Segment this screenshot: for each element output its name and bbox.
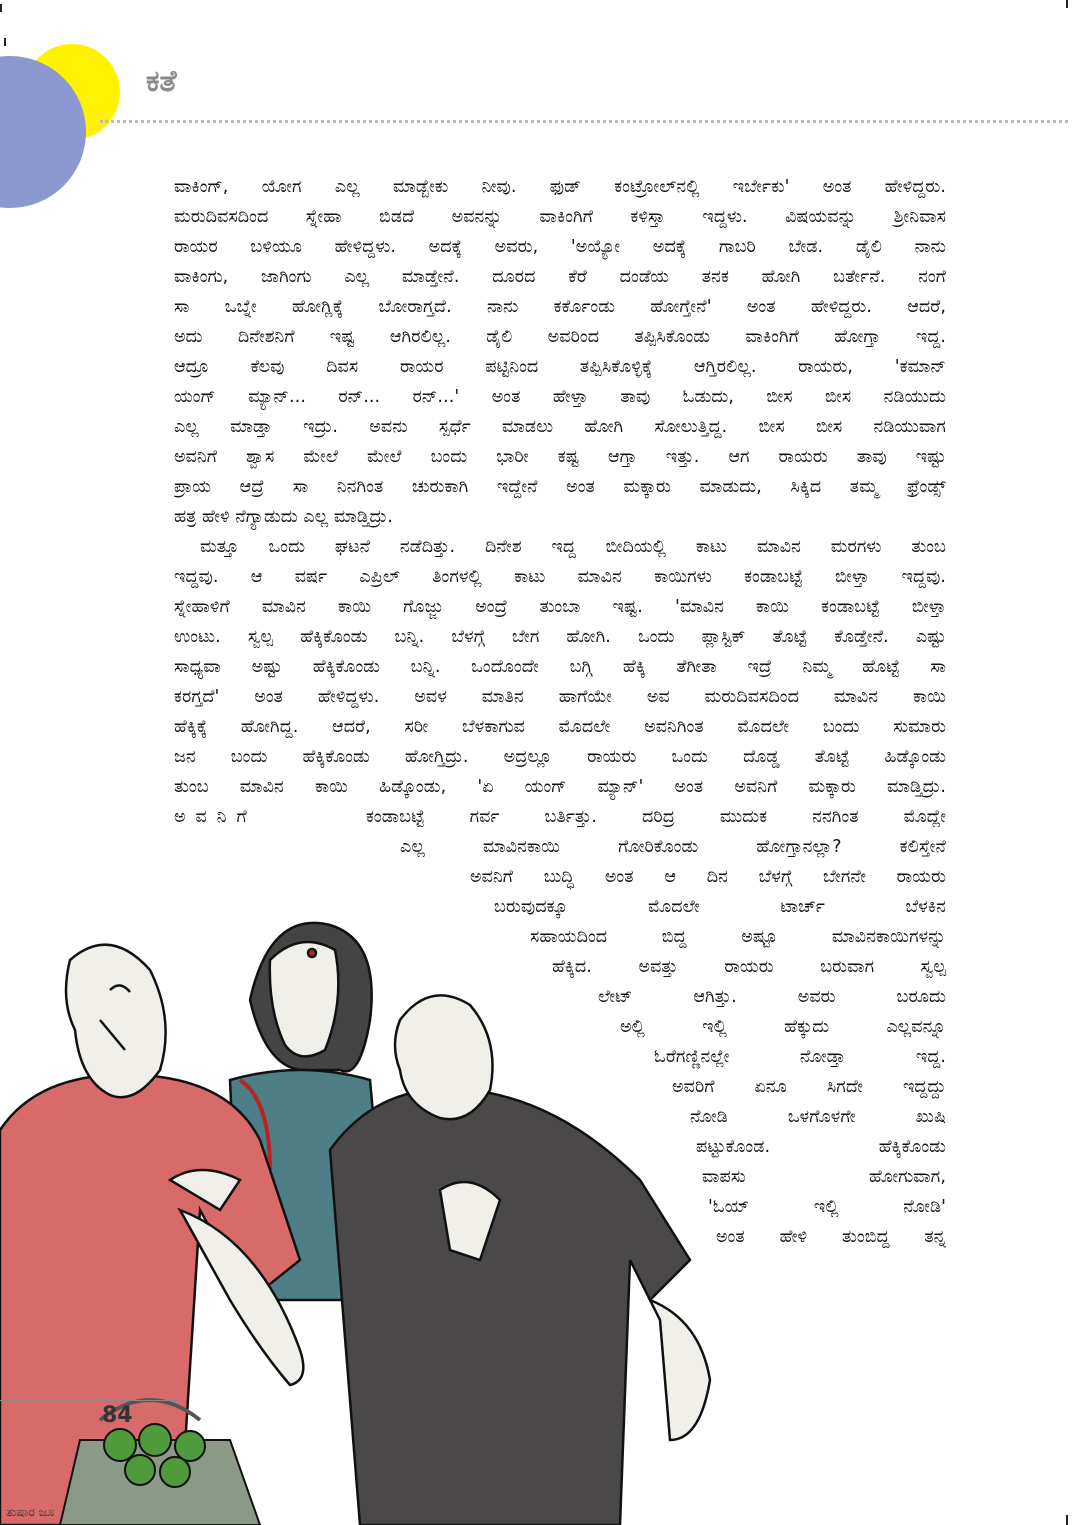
story-line: ಬರುವುದಕ್ಕೂ ಮೊದಲೇ ಟಾರ್ಚ್ ಬೆಳಕಿನ xyxy=(494,897,946,917)
story-line: ಅಂತ ಹೇಳಿ ತುಂಬಿದ್ದ ತನ್ನ xyxy=(716,1227,946,1247)
story-line: ಕಂಡಾಬಟ್ಟೆ ಗರ್ವ ಬರ್ತಿತ್ತು. ದರಿದ್ರ ಮುದುಕ ನನಗಿಂತ ಮೊದ್ಲೇ xyxy=(366,807,946,827)
story-line: ಹೆಕ್ಕಿಕ್ಕೆ ಹೋಗಿದ್ದ. ಆದರೆ, ಸರೀ ಬೆಳಕಾಗುವ ಮೊದಲೇ ಅವನಿಗಿಂತ ಮೊದಲೇ ಬಂದು ಸುಮಾರು xyxy=(174,717,946,737)
decorative-circles xyxy=(0,0,160,230)
story-line: ಕರಗ್ತದೆ' ಅಂತ ಹೇಳಿದ್ದಳು. ಅವಳ ಮಾತಿನ ಹಾಗೆಯೇ ಅವ ಮರುದಿವಸದಿಂದ ಮಾವಿನ ಕಾಯಿ xyxy=(174,687,946,707)
story-line: ರಾಯರ ಬಳಿಯೂ ಹೇಳಿದ್ದಳು. ಅದಕ್ಕೆ ಅವರು, 'ಅಯ್ಯೋ ಅದಕ್ಕೆ ಗಾಬರಿ ಬೇಡ. ಡೈಲಿ ನಾನು xyxy=(174,237,946,257)
footer-rule xyxy=(0,1400,180,1401)
story-line: ಉಂಟು. ಸ್ವಲ್ಪ ಹೆಕ್ಕಿಕೊಂಡು ಬನ್ನಿ. ಬೆಳಗ್ಗೆ ಬೇಗ ಹೋಗಿ. ಒಂದು ಪ್ಲಾಸ್ಟಿಕ್ ತೊಟ್ಟೆ ಕೊಡ್ತೇನೆ. ಎಷ್ಟು xyxy=(174,627,946,647)
story-line: ವಾಪಸು ಹೋಗುವಾಗ, xyxy=(702,1167,946,1187)
story-line: ಸಾ ಒಬ್ನೇ ಹೋಗ್ಲಿಕ್ಕೆ ಬೋರಾಗ್ತದೆ. ನಾನು ಕರ್ಕೊಂಡು ಹೋಗ್ತೇನೆ' ಅಂತ ಹೇಳಿದ್ದರು. ಆದರೆ, xyxy=(174,297,946,317)
page-number: 84 xyxy=(102,1403,133,1428)
story-line: ಅವನಿಗೆ ಬುದ್ಧಿ ಅಂತ ಆ ದಿನ ಬೆಳಗ್ಗೆ ಬೇಗನೇ ರಾಯರು xyxy=(470,867,946,887)
story-line: ತುಂಬ ಮಾವಿನ ಕಾಯಿ ಹಿಡ್ಕೊಂಡು, 'ಏ ಯಂಗ್ ಮ್ಯಾನ್' ಅಂತ ಅವನಿಗೆ ಮಕ್ಕಾರು ಮಾಡ್ತಿದ್ರು. xyxy=(174,777,946,797)
story-line: ಯಂಗ್ ಮ್ಯಾನ್... ರನ್... ರನ್...' ಅಂತ ಹೇಳ್ತಾ ತಾವು ಓಡುದು, ಬೀಸ ಬೀಸ ನಡಿಯುದು xyxy=(174,387,946,407)
story-line: ಇದ್ದವು. ಆ ವರ್ಷ ಎಪ್ರಿಲ್ ತಿಂಗಳಲ್ಲಿ ಕಾಟು ಮಾವಿನ ಕಾಯಿಗಳು ಕಂಡಾಬಟ್ಟೆ ಬೀಳ್ತಾ ಇದ್ದವು. xyxy=(174,567,946,587)
story-line: ಎಲ್ಲ ಮಾವಿನಕಾಯಿ ಗೋರಿಕೊಂಡು ಹೋಗ್ತಾನಲ್ಲಾ? ಕಲಿಸ್ತೇನೆ xyxy=(400,837,946,857)
story-line: ಅವನಿಗೆ xyxy=(174,807,257,827)
story-line: ಓರೆಗಣ್ಣಿನಲ್ಲೇ ನೋಡ್ತಾ ಇದ್ದ. xyxy=(654,1047,946,1067)
magazine-name: ತುಷಾರ ಜೂ xyxy=(6,1505,55,1519)
story-line: ಅವನಿಗೆ ಶ್ವಾಸ ಮೇಲೆ ಮೇಲೆ ಬಂದು ಭಾರೀ ಕಷ್ಟ ಆಗ್ತಾ ಇತ್ತು. ಆಗ ರಾಯರು ತಾವು ಇಷ್ಟು xyxy=(174,447,946,467)
story-line: ಸ್ನೇಹಾಳಿಗೆ ಮಾವಿನ ಕಾಯಿ ಗೊಜ್ಜು ಅಂದ್ರೆ ತುಂಬಾ ಇಷ್ಟ. 'ಮಾವಿನ ಕಾಯಿ ಕಂಡಾಬಟ್ಟೆ ಬೀಳ್ತಾ xyxy=(174,597,946,617)
story-line: ಮತ್ತೂ ಒಂದು ಘಟನೆ ನಡೆದಿತ್ತು. ದಿನೇಶ ಇದ್ದ ಬೀದಿಯಲ್ಲಿ ಕಾಟು ಮಾವಿನ ಮರಗಳು ತುಂಬ xyxy=(200,537,946,557)
story-line: ಅವರಿಗೆ ಏನೂ ಸಿಗದೇ ಇದ್ದದ್ದು xyxy=(672,1077,946,1097)
story-line: 'ಓಯ್ ಇಲ್ಲಿ ನೋಡಿ' xyxy=(708,1197,946,1217)
young-man-figure xyxy=(330,995,710,1525)
story-line: ಅದು ದಿನೇಶನಿಗೆ ಇಷ್ಟ ಆಗಿರಲಿಲ್ಲ. ಡೈಲಿ ಅವರಿಂದ ತಪ್ಪಿಸಿಕೊಂಡು ವಾಕಿಂಗಿಗೆ ಹೋಗ್ತಾ ಇದ್ದ. xyxy=(174,327,946,347)
dotted-divider xyxy=(100,120,1068,123)
story-line: ಜನ ಬಂದು ಹೆಕ್ಕಿಕೊಂಡು ಹೋಗ್ತಿದ್ರು. ಅದ್ರಲ್ಲೂ ರಾಯರು ಒಂದು ದೊಡ್ಡ ತೊಟ್ಟೆ ಹಿಡ್ಕೊಂಡು xyxy=(174,747,946,767)
story-line: ಮರುದಿವಸದಿಂದ ಸ್ನೇಹಾ ಬಿಡದೆ ಅವನನ್ನು ವಾಕಿಂಗಿಗೆ ಕಳಿಸ್ತಾ ಇದ್ದಳು. ವಿಷಯವನ್ನು ಶ್ರೀನಿವಾಸ xyxy=(174,207,946,227)
story-line: ವಾಕಿಂಗು, ಜಾಗಿಂಗು ಎಲ್ಲ ಮಾಡ್ತೇನೆ. ದೂರದ ಕೆರೆ ದಂಡೆಯ ತನಕ ಹೋಗಿ ಬರ್ತೇನೆ. ನಂಗೆ xyxy=(174,267,946,287)
story-line: ಅಲ್ಲಿ ಇಲ್ಲಿ ಹೆಕ್ಕುದು ಎಲ್ಲವನ್ನೂ xyxy=(620,1017,946,1037)
story-line: ನೋಡಿ ಒಳಗೊಳಗೇ ಖುಷಿ xyxy=(690,1107,946,1127)
story-line: ಲೇಟ್ ಆಗಿತ್ತು. ಅವರು ಬರೂದು xyxy=(598,987,946,1007)
story-line: ಹತ್ರ ಹೇಳಿ ನೆಗ್ಯಾಡುದು ಎಲ್ಲ ಮಾಡ್ತಿದ್ರು. xyxy=(174,507,393,527)
story-line: ಆದ್ರೂ ಕೆಲವು ದಿವಸ ರಾಯರ ಪಟ್ಟಿನಿಂದ ತಪ್ಪಿಸಿಕೊಳ್ಳಿಕ್ಕೆ ಆಗ್ತಿರಲಿಲ್ಲ. ರಾಯರು, 'ಕಮಾನ್ xyxy=(174,357,946,377)
story-line: ಹೆಕ್ಕಿದ. ಅವತ್ತು ರಾಯರು ಬರುವಾಗ ಸ್ವಲ್ಪ xyxy=(552,957,946,977)
story-line: ಸಹಾಯದಿಂದ ಬಿದ್ದ ಅಷ್ಟೂ ಮಾವಿನಕಾಯಿಗಳನ್ನು xyxy=(530,927,946,947)
story-line: ವಾಕಿಂಗ್, ಯೋಗ ಎಲ್ಲ ಮಾಡ್ಬೇಕು ನೀವು. ಫುಡ್ ಕಂಟ್ರೋಲ್‌ನಲ್ಲಿ ಇರ್ಬೇಕು' ಅಂತ ಹೇಳಿದ್ದರು. xyxy=(174,177,946,197)
story-line: ಪಟ್ಟುಕೊಂಡ. ಹೆಕ್ಕಿಕೊಂಡು xyxy=(696,1137,946,1157)
story-line: ಎಲ್ಲ ಮಾಡ್ತಾ ಇದ್ರು. ಅವನು ಸ್ಪರ್ಧೆ ಮಾಡಲು ಹೋಗಿ ಸೋಲುತ್ತಿದ್ದ. ಬೀಸ ಬೀಸ ನಡಿಯುವಾಗ xyxy=(174,417,946,437)
story-line: ಪ್ರಾಯ ಆದ್ರೆ ಸಾ ನಿನಗಿಂತ ಚುರುಕಾಗಿ ಇದ್ದೇನೆ ಅಂತ ಮಕ್ಕಾರು ಮಾಡುದು, ಸಿಕ್ಕಿದ ತಮ್ಮ ಫ್ರೆಂಡ್ಸ್ xyxy=(174,477,946,497)
section-label: ಕತೆ xyxy=(146,64,177,99)
story-line: ಸಾಧ್ಯವಾ ಅಷ್ಟು ಹೆಕ್ಕಿಕೊಂಡು ಬನ್ನಿ. ಒಂದೊಂದೇ ಬಗ್ಗಿ ಹೆಕ್ಕಿ ತೆಗೀತಾ ಇದ್ರೆ ನಿಮ್ಮ ಹೊಟ್ಟೆ ಸಾ xyxy=(174,657,946,677)
crop-mark xyxy=(1066,0,1068,8)
crop-mark xyxy=(1066,1515,1068,1525)
